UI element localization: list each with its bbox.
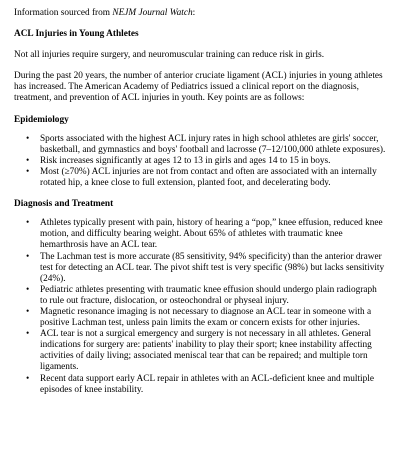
- list-item-text: Risk increases significantly at ages 12 to 13 in girls and ages 14 to 15 in boys.: [40, 155, 331, 166]
- bullet-icon: •: [26, 284, 30, 295]
- bullet-icon: •: [26, 218, 30, 229]
- list-item-text: Athletes typically present with pain, history of hearing a “pop,” knee effusion, reduced knee motion, and difficulty bearing weight. About 65% of athletes with traumatic knee hemarthrosis have an ACL tear.: [40, 218, 383, 251]
- list-item-text: Pediatric athletes presenting with traumatic knee effusion should undergo plain radiograph to rule out fracture, dislocation, or osteochondral or physeal injury.: [40, 284, 377, 306]
- bullet-icon: •: [26, 251, 30, 262]
- list-item-text: Most (≥70%) ACL injuries are not from contact and often are associated with an internally rotated hip, a knee close to full extension, planted foot, and decelerating body.: [40, 166, 377, 189]
- bullet-icon: •: [26, 329, 30, 340]
- bullet-icon: •: [26, 373, 30, 384]
- list-item-text: ACL tear is not a surgical emergency and surgery is not necessary in all athletes. General indications for surgery are: patients' inability to play their sport; knee instability affecting activities of daily living; associated meniscal tear that can be repaired; and multiple torn ligaments.: [40, 329, 372, 373]
- list-item-text: Recent data support early ACL repair in athletes with an ACL-deficient knee and multiple episodes of knee instability.: [40, 373, 374, 395]
- bullet-icon: •: [26, 306, 30, 317]
- list-item-text: The Lachman test is more accurate (85 sensitivity, 94% specificity) than the anterior drawer test for detecting an ACL tear. The pivot shift test is very specific (98%) but lacks sensitivity (24%).: [40, 251, 385, 284]
- list-item: [14, 167, 386, 189]
- list-item-text: Sports associated with the highest ACL injury rates in high school athletes are girls' soccer, basketball, and gymnastics and boys' football and lacrosse (7–12/100,000 athlete exposures).: [40, 133, 386, 155]
- section-heading-diagnosis-treatment: Diagnosis and Treatment: [14, 199, 114, 210]
- list-item: [14, 374, 386, 396]
- document-page: [14, 8, 386, 406]
- epidemiology-list: [14, 134, 386, 189]
- source-prefix: Information sourced from: [14, 8, 113, 18]
- body-paragraph: During the past 20 years, the number of anterior cruciate ligament (ACL) injuries in young athletes has increased. The American Academy of Pediatrics issued a clinical report on the diagnosis, treatment, and prevention of ACL injuries in youth. Key points are as follows:: [14, 71, 383, 104]
- list-item: [14, 307, 386, 329]
- list-item: [14, 329, 386, 373]
- list-item: [14, 218, 386, 251]
- bullet-icon: •: [26, 133, 30, 144]
- list-item: [14, 156, 386, 167]
- source-suffix: :: [192, 8, 196, 18]
- bullet-icon: •: [26, 155, 30, 166]
- list-item: [14, 134, 386, 156]
- list-item: [14, 252, 386, 285]
- list-item-text: Magnetic resonance imaging is not necessary to diagnose an ACL tear in someone with a positive Lachman test, unless pain limits the exam or concern exists for other injuries.: [40, 306, 372, 329]
- intro-text: Not all injuries require surgery, and neuromuscular training can reduce risk in girls.: [14, 50, 325, 61]
- list-item: [14, 285, 386, 307]
- document-title: ACL Injuries in Young Athletes: [14, 29, 139, 40]
- source-line: [14, 8, 386, 19]
- bullet-icon: •: [26, 166, 30, 177]
- section-heading-epidemiology: Epidemiology: [14, 114, 69, 125]
- source-journal: NEJM Journal Watch: [112, 8, 193, 18]
- diagnosis-treatment-list: [14, 218, 386, 396]
